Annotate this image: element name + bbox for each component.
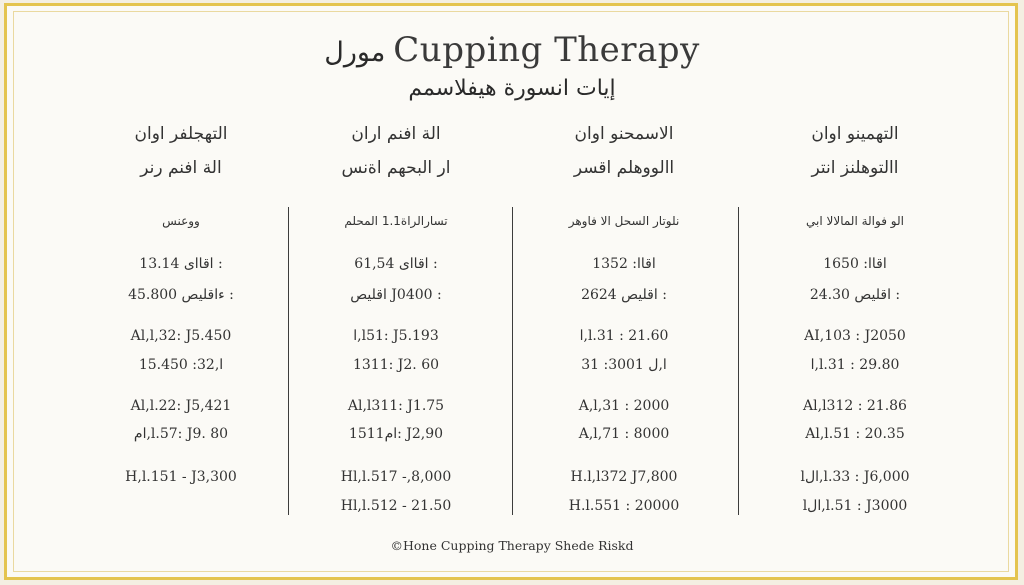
column-heading-line1: الة افنم اران <box>351 124 441 144</box>
column-row: ام,l.57: J9. 80 <box>133 426 229 442</box>
column-row: اقااى 13.14 : <box>139 256 223 272</box>
column-row: 31 :ا,ل 3001 <box>581 357 667 373</box>
column-row: 1311: J2. 60 <box>352 357 440 373</box>
column-subheading: ووعنس <box>162 214 200 228</box>
column-row: ءاقليص 45.800 : <box>128 287 234 303</box>
column-row: AI,103 : J2050 <box>804 328 906 344</box>
column-row: ام1511: J2,90 <box>348 426 444 442</box>
column-row: ا,32: 15.450 <box>138 357 224 373</box>
column-row: lال,l.33 : J6,000 <box>800 469 910 485</box>
column-row: ا,l51: J5.193 <box>353 328 439 344</box>
column-row: ا,l.31 : 21.60 <box>579 328 669 344</box>
column-row: Hl,l.517 -,8,000 <box>340 469 452 485</box>
column-heading-line1: التهمينو اوان <box>811 124 899 144</box>
column-row: Al,l.22: J5,421 <box>130 398 232 414</box>
column-subheading: تسارالراة1.1 المحلم <box>344 214 448 228</box>
column-row: اقليص 2624 : <box>581 287 667 303</box>
column-row: lال,l.51 : J3000 <box>802 498 908 514</box>
column-row: اقاا: 1650 <box>823 256 887 272</box>
column-heading-line2: االتوهلنز انتر <box>811 158 899 178</box>
footer-copyright: ©Hone Cupping Therapy Shede Riskd <box>390 538 634 553</box>
column-row: H,l.151 - J3,300 <box>125 469 237 485</box>
page-subtitle: إيات انسورة هيفلاسمم <box>408 76 616 101</box>
column-row: اقااى 61,54 : <box>354 256 438 272</box>
column-row: H.l.551 : 20000 <box>568 498 680 514</box>
column-heading-line2: االووهلم اقسر <box>573 158 675 178</box>
column-row: Al,l311: J1.75 <box>347 398 445 414</box>
column-row: ا,l.31 : 29.80 <box>810 357 900 373</box>
column-row: Al,l312 : 21.86 <box>803 398 907 414</box>
column-row: A,l,31 : 2000 <box>578 398 670 414</box>
column-row: A,l,71 : 8000 <box>578 426 670 442</box>
column-row: Hl,l.512 - 21.50 <box>340 498 452 514</box>
title-arabic: مورل <box>324 37 386 68</box>
column-heading-line2: ار البحهم اةنس <box>341 158 451 178</box>
column-row: اقليص J0400 : <box>350 287 442 303</box>
title-english: Cupping Therapy <box>393 30 700 70</box>
column-row: Al,l,32: J5.450 <box>130 328 232 344</box>
column-row: اقليص 24.30 : <box>809 287 901 303</box>
column-row: Al,l.51 : 20.35 <box>805 426 905 442</box>
column-row: اقاا: 1352 <box>592 256 656 272</box>
column-row: H.l,l372 J7,800 <box>570 469 678 485</box>
column-heading-line1: التهجلفر اوان <box>134 124 228 144</box>
column-heading-line2: الة افنم رنر <box>140 158 222 178</box>
column-subheading: نلوتار السحل الا فاوهر <box>568 214 680 228</box>
column-subheading: الو فوالة المالالا ابي <box>806 214 904 228</box>
column-divider <box>738 207 739 515</box>
column-heading-line1: الاسمحنو اوان <box>574 124 674 144</box>
